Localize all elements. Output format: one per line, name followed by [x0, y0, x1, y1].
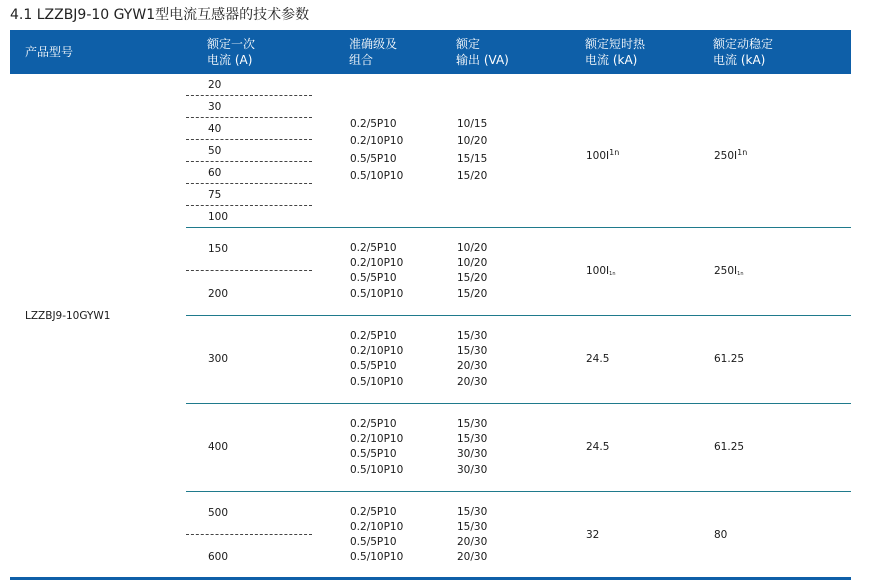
header-accuracy-line1: 准确级及: [349, 37, 398, 51]
output-value: 15/20: [457, 170, 488, 182]
dynamic-value: 80: [714, 529, 728, 541]
header-model: 产品型号: [25, 45, 74, 59]
accuracy-value: 0.2/5P10: [350, 242, 397, 254]
output-value: 10/20: [457, 135, 488, 147]
output-value: 20/30: [457, 376, 488, 388]
thermal-value: 32: [586, 529, 600, 541]
header-dynamic-line1: 额定动稳定: [713, 37, 774, 51]
header-thermal-line2: 电流 (kA): [585, 53, 638, 67]
accuracy-value: 0.2/10P10: [350, 135, 404, 147]
dashed-divider: [186, 205, 312, 206]
output-value: 15/30: [457, 345, 488, 357]
current-value: 40: [208, 123, 222, 135]
accuracy-value: 0.5/5P10: [350, 272, 397, 284]
output-value: 20/30: [457, 360, 488, 372]
dynamic-value: 61.25: [714, 441, 745, 453]
page-title: 4.1 LZZBJ9-10 GYW1型电流互感器的技术参数: [10, 7, 310, 23]
output-value: 15/30: [457, 330, 488, 342]
accuracy-value: 0.5/10P10: [350, 170, 404, 182]
current-value: 100: [208, 211, 229, 223]
output-value: 15/30: [457, 506, 488, 518]
output-value: 20/30: [457, 536, 488, 548]
accuracy-value: 0.2/10P10: [350, 345, 404, 357]
output-value: 15/15: [457, 153, 488, 165]
thermal-value: $100I^{1n}$: [586, 148, 620, 162]
accuracy-value: 0.5/5P10: [350, 448, 397, 460]
output-value: 15/30: [457, 521, 488, 533]
thermal-value: 24.5: [586, 353, 610, 365]
current-value: 20: [208, 79, 222, 91]
current-value: 30: [208, 101, 222, 113]
output-value: 15/20: [457, 288, 488, 300]
dynamic-value: $250I_{1n}$: [714, 265, 744, 277]
output-value: 30/30: [457, 464, 488, 476]
row-divider: [186, 227, 851, 228]
accuracy-value: 0.2/10P10: [350, 433, 404, 445]
accuracy-value: 0.5/5P10: [350, 153, 397, 165]
current-value: 300: [208, 353, 229, 365]
output-value: 15/30: [457, 433, 488, 445]
thermal-value: $100I_{1n}$: [586, 265, 616, 277]
accuracy-value: 0.2/5P10: [350, 118, 397, 130]
accuracy-value: 0.2/10P10: [350, 521, 404, 533]
header-accuracy-line2: 组合: [349, 53, 374, 67]
accuracy-value: 0.2/5P10: [350, 418, 397, 430]
table-header: [10, 30, 851, 74]
accuracy-value: 0.5/5P10: [350, 360, 397, 372]
current-value: 75: [208, 189, 222, 201]
output-value: 10/15: [457, 118, 488, 130]
current-value: 600: [208, 551, 229, 563]
accuracy-value: 0.5/5P10: [350, 536, 397, 548]
dashed-divider: [186, 161, 312, 162]
dashed-divider: [186, 139, 312, 140]
dashed-divider: [186, 270, 312, 271]
output-value: 10/20: [457, 257, 488, 269]
header-output-line2: 输出 (VA): [456, 53, 509, 67]
output-value: 30/30: [457, 448, 488, 460]
row-divider: [186, 315, 851, 316]
accuracy-value: 0.5/10P10: [350, 288, 404, 300]
output-value: 20/30: [457, 551, 488, 563]
accuracy-value: 0.2/10P10: [350, 257, 404, 269]
header-output-line1: 额定: [456, 37, 481, 51]
dashed-divider: [186, 534, 312, 535]
current-value: 60: [208, 167, 222, 179]
current-value: 200: [208, 288, 229, 300]
row-divider: [186, 491, 851, 492]
current-value: 500: [208, 507, 229, 519]
header-current-line1: 额定一次: [207, 37, 256, 51]
accuracy-value: 0.2/5P10: [350, 506, 397, 518]
current-value: 150: [208, 243, 229, 255]
current-value: 50: [208, 145, 222, 157]
dashed-divider: [186, 183, 312, 184]
header-thermal-line1: 额定短时热: [585, 37, 646, 51]
thermal-value: 24.5: [586, 441, 610, 453]
table-bottom-border: [10, 577, 851, 580]
row-divider: [186, 403, 851, 404]
current-value: 400: [208, 441, 229, 453]
output-value: 15/30: [457, 418, 488, 430]
dynamic-value: 61.25: [714, 353, 745, 365]
accuracy-value: 0.5/10P10: [350, 464, 404, 476]
accuracy-value: 0.5/10P10: [350, 551, 404, 563]
accuracy-value: 0.5/10P10: [350, 376, 404, 388]
header-current-line2: 电流 (A): [207, 53, 253, 67]
dynamic-value: $250I^{1n}$: [714, 148, 748, 162]
dashed-divider: [186, 117, 312, 118]
dashed-divider: [186, 95, 312, 96]
model-name: LZZBJ9-10GYW1: [25, 310, 111, 322]
output-value: 15/20: [457, 272, 488, 284]
header-dynamic-line2: 电流 (kA): [713, 53, 766, 67]
output-value: 10/20: [457, 242, 488, 254]
accuracy-value: 0.2/5P10: [350, 330, 397, 342]
